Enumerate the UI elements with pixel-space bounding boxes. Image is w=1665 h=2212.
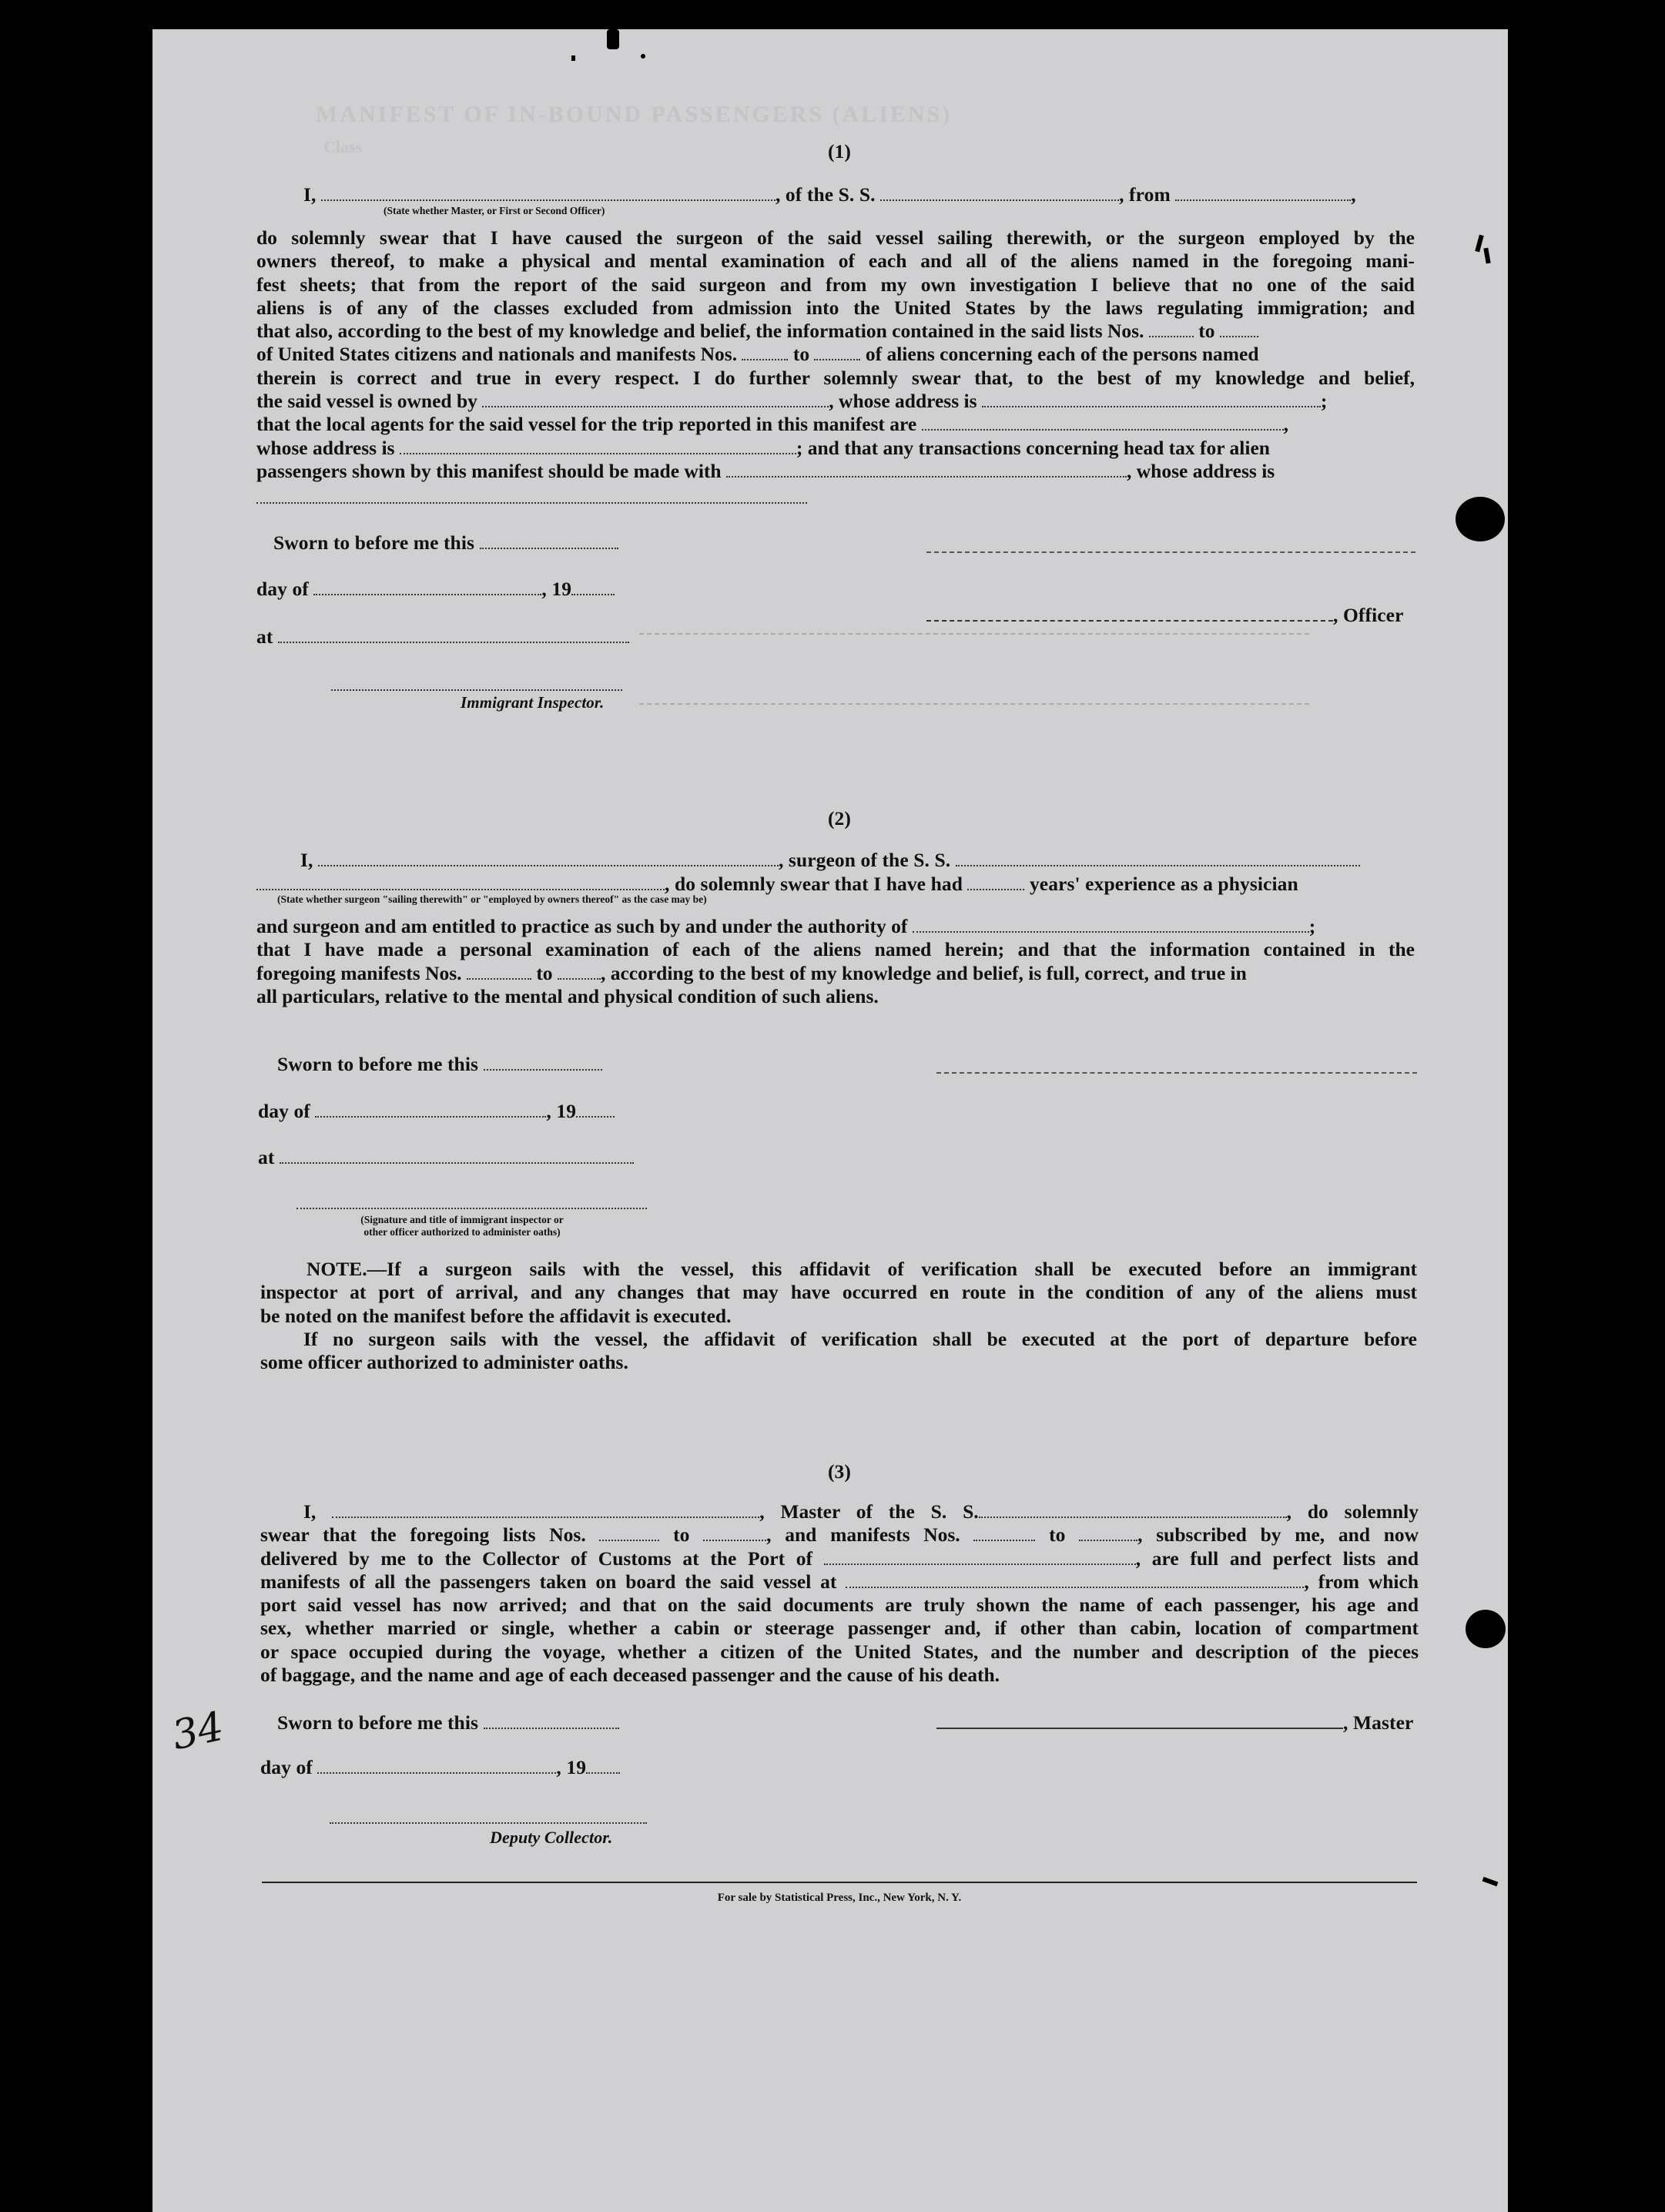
text: day of bbox=[258, 1100, 310, 1122]
local-agents-field[interactable] bbox=[922, 429, 1284, 431]
punch-hole bbox=[1466, 1610, 1506, 1648]
section-2-line-1 bbox=[300, 849, 1360, 872]
section-1-officer bbox=[926, 604, 1404, 627]
master-signature-field[interactable] bbox=[936, 1728, 1343, 1729]
text: day of bbox=[256, 578, 309, 600]
text: , bbox=[1351, 183, 1356, 206]
section-2-body bbox=[256, 915, 1415, 1008]
sworn-date-field[interactable] bbox=[484, 1069, 602, 1071]
port-field[interactable] bbox=[824, 1563, 1136, 1565]
ink-mark bbox=[607, 29, 619, 49]
text: —If a surgeon sails with the vessel, this affidavit of verification shall be executed before an immigrant bbox=[367, 1258, 1417, 1280]
text: , according to the best of my knowledge and belief, is full, correct, and true in bbox=[600, 961, 1247, 984]
section-1-at bbox=[256, 625, 629, 649]
lists-from-field[interactable] bbox=[599, 1540, 659, 1541]
text: , 19 bbox=[546, 1100, 577, 1122]
lists-from-field[interactable] bbox=[1149, 336, 1194, 337]
faint-header-title: MANIFEST OF IN-BOUND PASSENGERS (ALIENS) bbox=[316, 102, 953, 127]
text: I, bbox=[303, 183, 317, 206]
text: I, bbox=[300, 849, 313, 871]
surgeon-vessel-field[interactable] bbox=[956, 865, 1360, 866]
note-line: be noted on the manifest before the affidavit is executed. bbox=[260, 1304, 732, 1327]
faint-rule bbox=[639, 703, 1309, 705]
text: ; and that any transactions concerning head tax for alien bbox=[796, 436, 1270, 459]
boarding-port-field[interactable] bbox=[846, 1587, 1304, 1588]
agent-address-field[interactable] bbox=[400, 453, 796, 454]
surgeon-signature-line[interactable] bbox=[936, 1072, 1417, 1074]
text: , whose address is bbox=[829, 390, 977, 413]
text: , and manifests Nos. bbox=[766, 1523, 960, 1547]
section-1-state-note: (State whether Master, or First or Second Officer) bbox=[384, 205, 605, 216]
lists-to-field[interactable] bbox=[703, 1540, 766, 1541]
years-field[interactable] bbox=[967, 889, 1024, 890]
body-line: or space occupied during the voyage, whether a citizen of the United States, and the number and description of the pieces bbox=[260, 1640, 1419, 1663]
body-line: owners thereof, to make a physical and mental examination of each and all of the aliens named in the foregoing mani- bbox=[256, 250, 1415, 273]
section-3-sworn bbox=[277, 1711, 619, 1734]
text: , from which bbox=[1304, 1570, 1419, 1593]
text: Sworn to before me this bbox=[277, 1053, 479, 1075]
day-of-field[interactable] bbox=[315, 1116, 546, 1118]
text: , 19 bbox=[541, 578, 572, 600]
note-line: If no surgeon sails with the vessel, the affidavit of verification shall be executed at the port of departure before bbox=[303, 1327, 1417, 1350]
owner-address-field[interactable] bbox=[982, 406, 1321, 407]
vessel-name-field[interactable] bbox=[880, 199, 1119, 201]
section-2-number: (2) bbox=[827, 807, 852, 830]
footer-rule bbox=[262, 1882, 1417, 1883]
body-line: do solemnly swear that I have caused the surgeon of the said vessel sailing therewith, or the surgeon employed by the bbox=[256, 226, 1415, 249]
manifests-to-field[interactable] bbox=[1079, 1540, 1137, 1541]
section-3-master bbox=[936, 1711, 1413, 1734]
master-name-field[interactable] bbox=[332, 1517, 759, 1518]
manifests-from-field[interactable] bbox=[742, 359, 788, 360]
text: the said vessel is owned by bbox=[256, 390, 477, 413]
ink-speck bbox=[571, 55, 575, 61]
text: ; bbox=[1320, 390, 1328, 413]
collector-caption: Deputy Collector. bbox=[490, 1828, 613, 1847]
faint-header-class: Class bbox=[323, 137, 363, 156]
officer-title-field[interactable] bbox=[926, 620, 1333, 622]
officer-signature-line[interactable] bbox=[926, 551, 1415, 553]
text: , do solemnly bbox=[1286, 1500, 1419, 1523]
body-line: port said vessel has now arrived; and that on the said documents are truly shown the name of each passenger, his age and bbox=[260, 1594, 1419, 1617]
text: of aliens concerning each of the persons named bbox=[865, 343, 1259, 366]
text: foregoing manifests Nos. bbox=[256, 961, 462, 984]
section-3-body bbox=[260, 1500, 1419, 1687]
surgeon-manifests-from-field[interactable] bbox=[467, 978, 531, 980]
sworn-date-field[interactable] bbox=[480, 548, 618, 549]
body-line: all particulars, relative to the mental and physical condition of such aliens. bbox=[256, 984, 879, 1007]
officer-name-field[interactable] bbox=[321, 199, 776, 201]
section-2-state-note: (State whether surgeon "sailing therewith" or "employed by owners thereof" as the case may be) bbox=[277, 893, 707, 905]
text: passengers shown by this manifest should be made with bbox=[256, 459, 722, 482]
body-line bbox=[256, 320, 1415, 343]
faint-rule bbox=[639, 633, 1309, 635]
text: I, bbox=[303, 1500, 317, 1523]
body-line: fest sheets; that from the report of the said surgeon and from my own investigation I believe that no one of the said bbox=[256, 273, 1415, 296]
year-field[interactable] bbox=[586, 1772, 620, 1774]
at-place-field[interactable] bbox=[278, 642, 629, 643]
head-tax-address-field[interactable] bbox=[256, 502, 807, 504]
text: , whose address is bbox=[1126, 459, 1275, 482]
note-label: NOTE. bbox=[307, 1258, 367, 1280]
text: that also, according to the best of my knowledge and belief, the information contained in the said lists Nos. bbox=[256, 320, 1144, 343]
section-2-at bbox=[258, 1146, 634, 1169]
oath-officer-signature-line[interactable] bbox=[296, 1208, 647, 1209]
text: , Master of the S. S. bbox=[759, 1500, 979, 1523]
text: to bbox=[536, 961, 553, 984]
note-paragraph bbox=[260, 1258, 1417, 1374]
text: , surgeon of the S. S. bbox=[778, 849, 951, 871]
authority-field[interactable] bbox=[913, 931, 1309, 933]
section-1-number: (1) bbox=[827, 140, 852, 163]
lists-to-field[interactable] bbox=[1220, 336, 1258, 337]
text: Sworn to before me this bbox=[273, 531, 475, 554]
day-of-field[interactable] bbox=[317, 1772, 556, 1774]
text: , from bbox=[1119, 183, 1171, 206]
note-line: inspector at port of arrival, and any changes that may have occurred en route in the condition of any of the aliens must bbox=[260, 1281, 1417, 1304]
text: and surgeon and am entitled to practice as such by and under the authority of bbox=[256, 915, 908, 937]
year-field[interactable] bbox=[576, 1116, 615, 1118]
body-line: that I have made a personal examination of each of the aliens named herein; and that the information contained in the bbox=[256, 938, 1415, 961]
body-line bbox=[256, 962, 1415, 985]
day-of-field[interactable] bbox=[313, 594, 541, 595]
inspector-signature-line[interactable] bbox=[331, 689, 622, 691]
body-line bbox=[256, 343, 1415, 366]
manifests-from-field[interactable] bbox=[973, 1540, 1035, 1541]
body-line: and surgeon and am entitled to practice as such by and under the authority of ; bbox=[256, 915, 1316, 937]
text: swear that the foregoing lists Nos. bbox=[260, 1523, 586, 1547]
text: to bbox=[792, 343, 810, 366]
owner-field[interactable] bbox=[482, 406, 829, 407]
text: , bbox=[1283, 413, 1288, 436]
at-place-field[interactable] bbox=[280, 1162, 634, 1164]
from-port-field[interactable] bbox=[1175, 199, 1351, 201]
section-2-line-2 bbox=[256, 873, 1298, 896]
text: , Officer bbox=[1333, 604, 1404, 626]
text: years' experience as a physician bbox=[1029, 873, 1298, 895]
body-line bbox=[260, 1570, 1419, 1594]
ink-speck bbox=[641, 54, 645, 59]
section-3-number: (3) bbox=[827, 1460, 852, 1483]
text: , of the S. S. bbox=[775, 183, 876, 206]
text: delivered by me to the Collector of Customs at the Port of bbox=[260, 1547, 813, 1570]
note-line bbox=[260, 1258, 1417, 1281]
surgeon-manifests-to-field[interactable] bbox=[558, 978, 601, 980]
text: of United States citizens and nationals and manifests Nos. bbox=[256, 343, 738, 366]
punch-hole bbox=[1456, 497, 1505, 541]
body-line: sex, whether married or single, whether a cabin or steerage passenger and, if other than cabin, location of compartment bbox=[260, 1617, 1419, 1640]
year-field[interactable] bbox=[571, 594, 615, 595]
handwritten-number: 34 bbox=[168, 1703, 228, 1760]
text: whose address is bbox=[256, 436, 395, 459]
text: , are full and perfect lists and bbox=[1135, 1547, 1419, 1570]
sworn-date-field[interactable] bbox=[484, 1728, 619, 1729]
section-1-body bbox=[256, 226, 1415, 483]
section-2-day-of bbox=[258, 1100, 615, 1123]
note-line: some officer authorized to administer oaths. bbox=[260, 1351, 628, 1374]
section-1-line-1 bbox=[303, 183, 1356, 206]
inspector-caption: Immigrant Inspector. bbox=[461, 693, 605, 712]
text: , Master bbox=[1343, 1711, 1414, 1734]
section-1-day-of bbox=[256, 578, 615, 601]
body-line bbox=[256, 413, 1415, 436]
body-line bbox=[256, 460, 1415, 483]
surgeon-status-field[interactable] bbox=[256, 889, 665, 890]
body-line: therein is correct and true in every respect. I do further solemnly swear that, to the best of my knowledge and belief, bbox=[256, 366, 1415, 389]
master-vessel-field[interactable] bbox=[979, 1517, 1287, 1518]
collector-signature-line[interactable] bbox=[330, 1822, 647, 1824]
text: at bbox=[256, 625, 273, 648]
section-3-day-of bbox=[260, 1756, 620, 1779]
text: day of bbox=[260, 1756, 313, 1778]
text: to bbox=[673, 1523, 690, 1547]
body-line bbox=[260, 1523, 1419, 1547]
body-line bbox=[256, 437, 1415, 460]
text: to bbox=[1049, 1523, 1066, 1547]
text: at bbox=[258, 1146, 275, 1168]
text: Sworn to before me this bbox=[277, 1711, 479, 1734]
body-line: of baggage, and the name and age of each deceased passenger and the cause of his death. bbox=[260, 1664, 1000, 1687]
body-line: aliens is of any of the classes excluded from admission into the United States by the laws regulating immigration; and bbox=[256, 296, 1415, 319]
text: manifests of all the passengers taken on board the said vessel at bbox=[260, 1570, 837, 1593]
surgeon-name-field[interactable] bbox=[318, 865, 779, 866]
section-2-sworn bbox=[277, 1053, 602, 1076]
text: , subscribed by me, and now bbox=[1137, 1523, 1419, 1547]
text: that the local agents for the said vessel for the trip reported in this manifest are bbox=[256, 413, 917, 436]
body-line bbox=[256, 390, 1415, 413]
text: , do solemnly swear that I have had bbox=[665, 873, 963, 895]
footer-sale-note: For sale by Statistical Press, Inc., New York, N. Y. bbox=[717, 1892, 962, 1904]
body-line bbox=[260, 1547, 1419, 1570]
head-tax-contact-field[interactable] bbox=[726, 476, 1127, 478]
signature-note-2: other officer authorized to administer oaths) bbox=[363, 1226, 561, 1238]
signature-note-1: (Signature and title of immigrant inspector or bbox=[360, 1214, 564, 1225]
text: to bbox=[1198, 320, 1215, 343]
body-line bbox=[260, 1500, 1419, 1523]
section-1-sworn bbox=[273, 531, 618, 555]
text: , 19 bbox=[556, 1756, 587, 1778]
manifests-to-field[interactable] bbox=[814, 359, 860, 360]
